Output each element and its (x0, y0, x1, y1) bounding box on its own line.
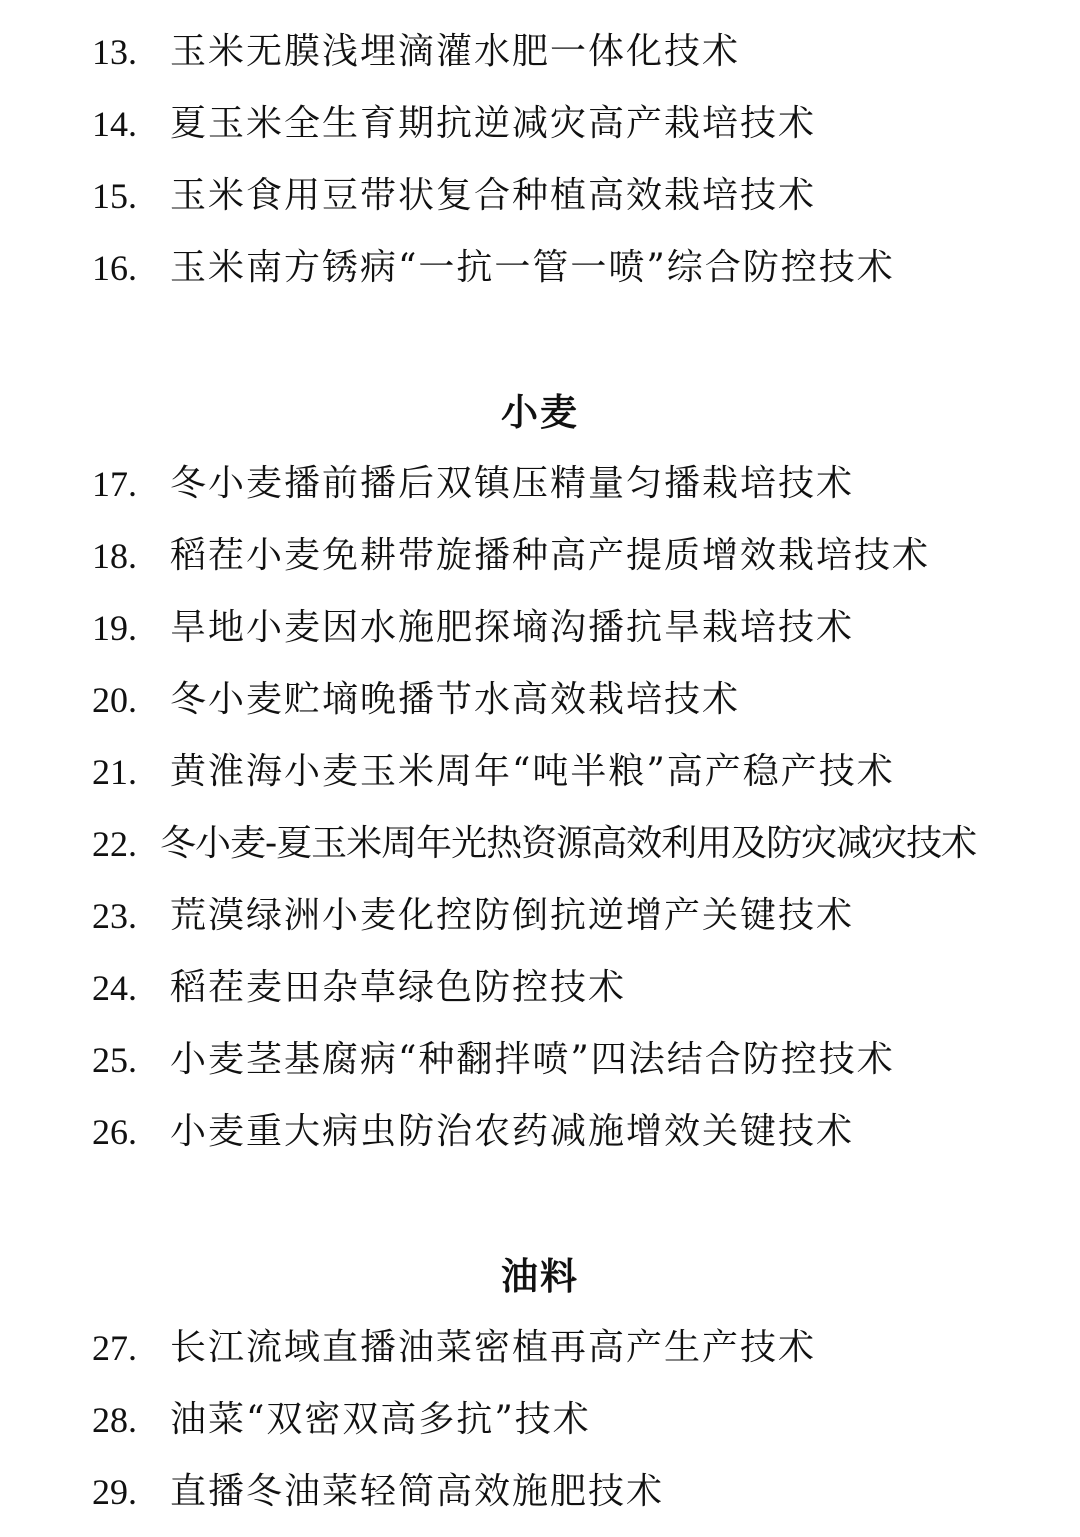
item-text: 荒漠绿洲小麦化控防倒抗逆增产关键技术 (170, 895, 855, 936)
item-number: 23. (92, 896, 137, 936)
item-number: 19. (92, 608, 137, 648)
item-text: 旱地小麦因水施肥探墒沟播抗旱栽培技术 (170, 607, 855, 648)
list-item (92, 604, 854, 652)
list-item (92, 1324, 816, 1372)
item-number: 25. (92, 1040, 137, 1080)
item-number: 16. (92, 248, 137, 288)
item-number: 15. (92, 176, 137, 216)
item-number: 20. (92, 680, 137, 720)
item-text: 冬小麦-夏玉米周年光热资源高效利用及防灾减灾技术 (160, 823, 977, 864)
item-text: 油菜“双密双高多抗”技术 (170, 1399, 591, 1440)
item-number: 21. (92, 752, 137, 792)
item-text: 长江流域直播油菜密植再高产生产技术 (170, 1327, 817, 1368)
list-item (92, 676, 740, 724)
list-item (92, 1036, 895, 1084)
item-text: 冬小麦贮墒晚播节水高效栽培技术 (170, 679, 741, 720)
item-text: 直播冬油菜轻简高效施肥技术 (170, 1471, 665, 1512)
item-text: 稻茬小麦免耕带旋播种高产提质增效栽培技术 (170, 535, 931, 576)
item-text: 小麦茎基腐病“种翻拌喷”四法结合防控技术 (170, 1039, 895, 1080)
item-text: 玉米食用豆带状复合种植高效栽培技术 (170, 175, 817, 216)
item-number: 18. (92, 536, 137, 576)
item-number: 17. (92, 464, 137, 504)
item-number: 26. (92, 1112, 137, 1152)
list-item (92, 100, 816, 148)
item-text: 玉米无膜浅埋滴灌水肥一体化技术 (170, 31, 741, 72)
list-item (92, 964, 626, 1012)
item-number: 27. (92, 1328, 137, 1368)
list-item (92, 820, 976, 868)
list-item (92, 1468, 664, 1516)
item-number: 13. (92, 32, 137, 72)
list-item (92, 532, 930, 580)
list-item (92, 892, 854, 940)
list-item (92, 244, 895, 292)
item-number: 29. (92, 1472, 137, 1512)
list-item (92, 1108, 854, 1156)
item-number: 24. (92, 968, 137, 1008)
section-heading-wheat: 小麦 (501, 390, 579, 434)
item-text: 玉米南方锈病“一抗一管一喷”综合防控技术 (170, 247, 895, 288)
item-text: 黄淮海小麦玉米周年“吨半粮”高产稳产技术 (170, 751, 895, 792)
list-item (92, 172, 816, 220)
item-text: 稻茬麦田杂草绿色防控技术 (170, 967, 627, 1008)
list-item (92, 748, 895, 796)
item-number: 14. (92, 104, 137, 144)
item-text: 小麦重大病虫防治农药减施增效关键技术 (170, 1111, 855, 1152)
list-item (92, 460, 854, 508)
item-text: 冬小麦播前播后双镇压精量匀播栽培技术 (170, 463, 855, 504)
item-text: 夏玉米全生育期抗逆减灾高产栽培技术 (170, 103, 817, 144)
list-item (92, 1396, 591, 1444)
item-number: 22. (92, 824, 137, 864)
list-item (92, 28, 740, 76)
section-heading-oilseeds: 油料 (501, 1254, 579, 1298)
item-number: 28. (92, 1400, 137, 1440)
